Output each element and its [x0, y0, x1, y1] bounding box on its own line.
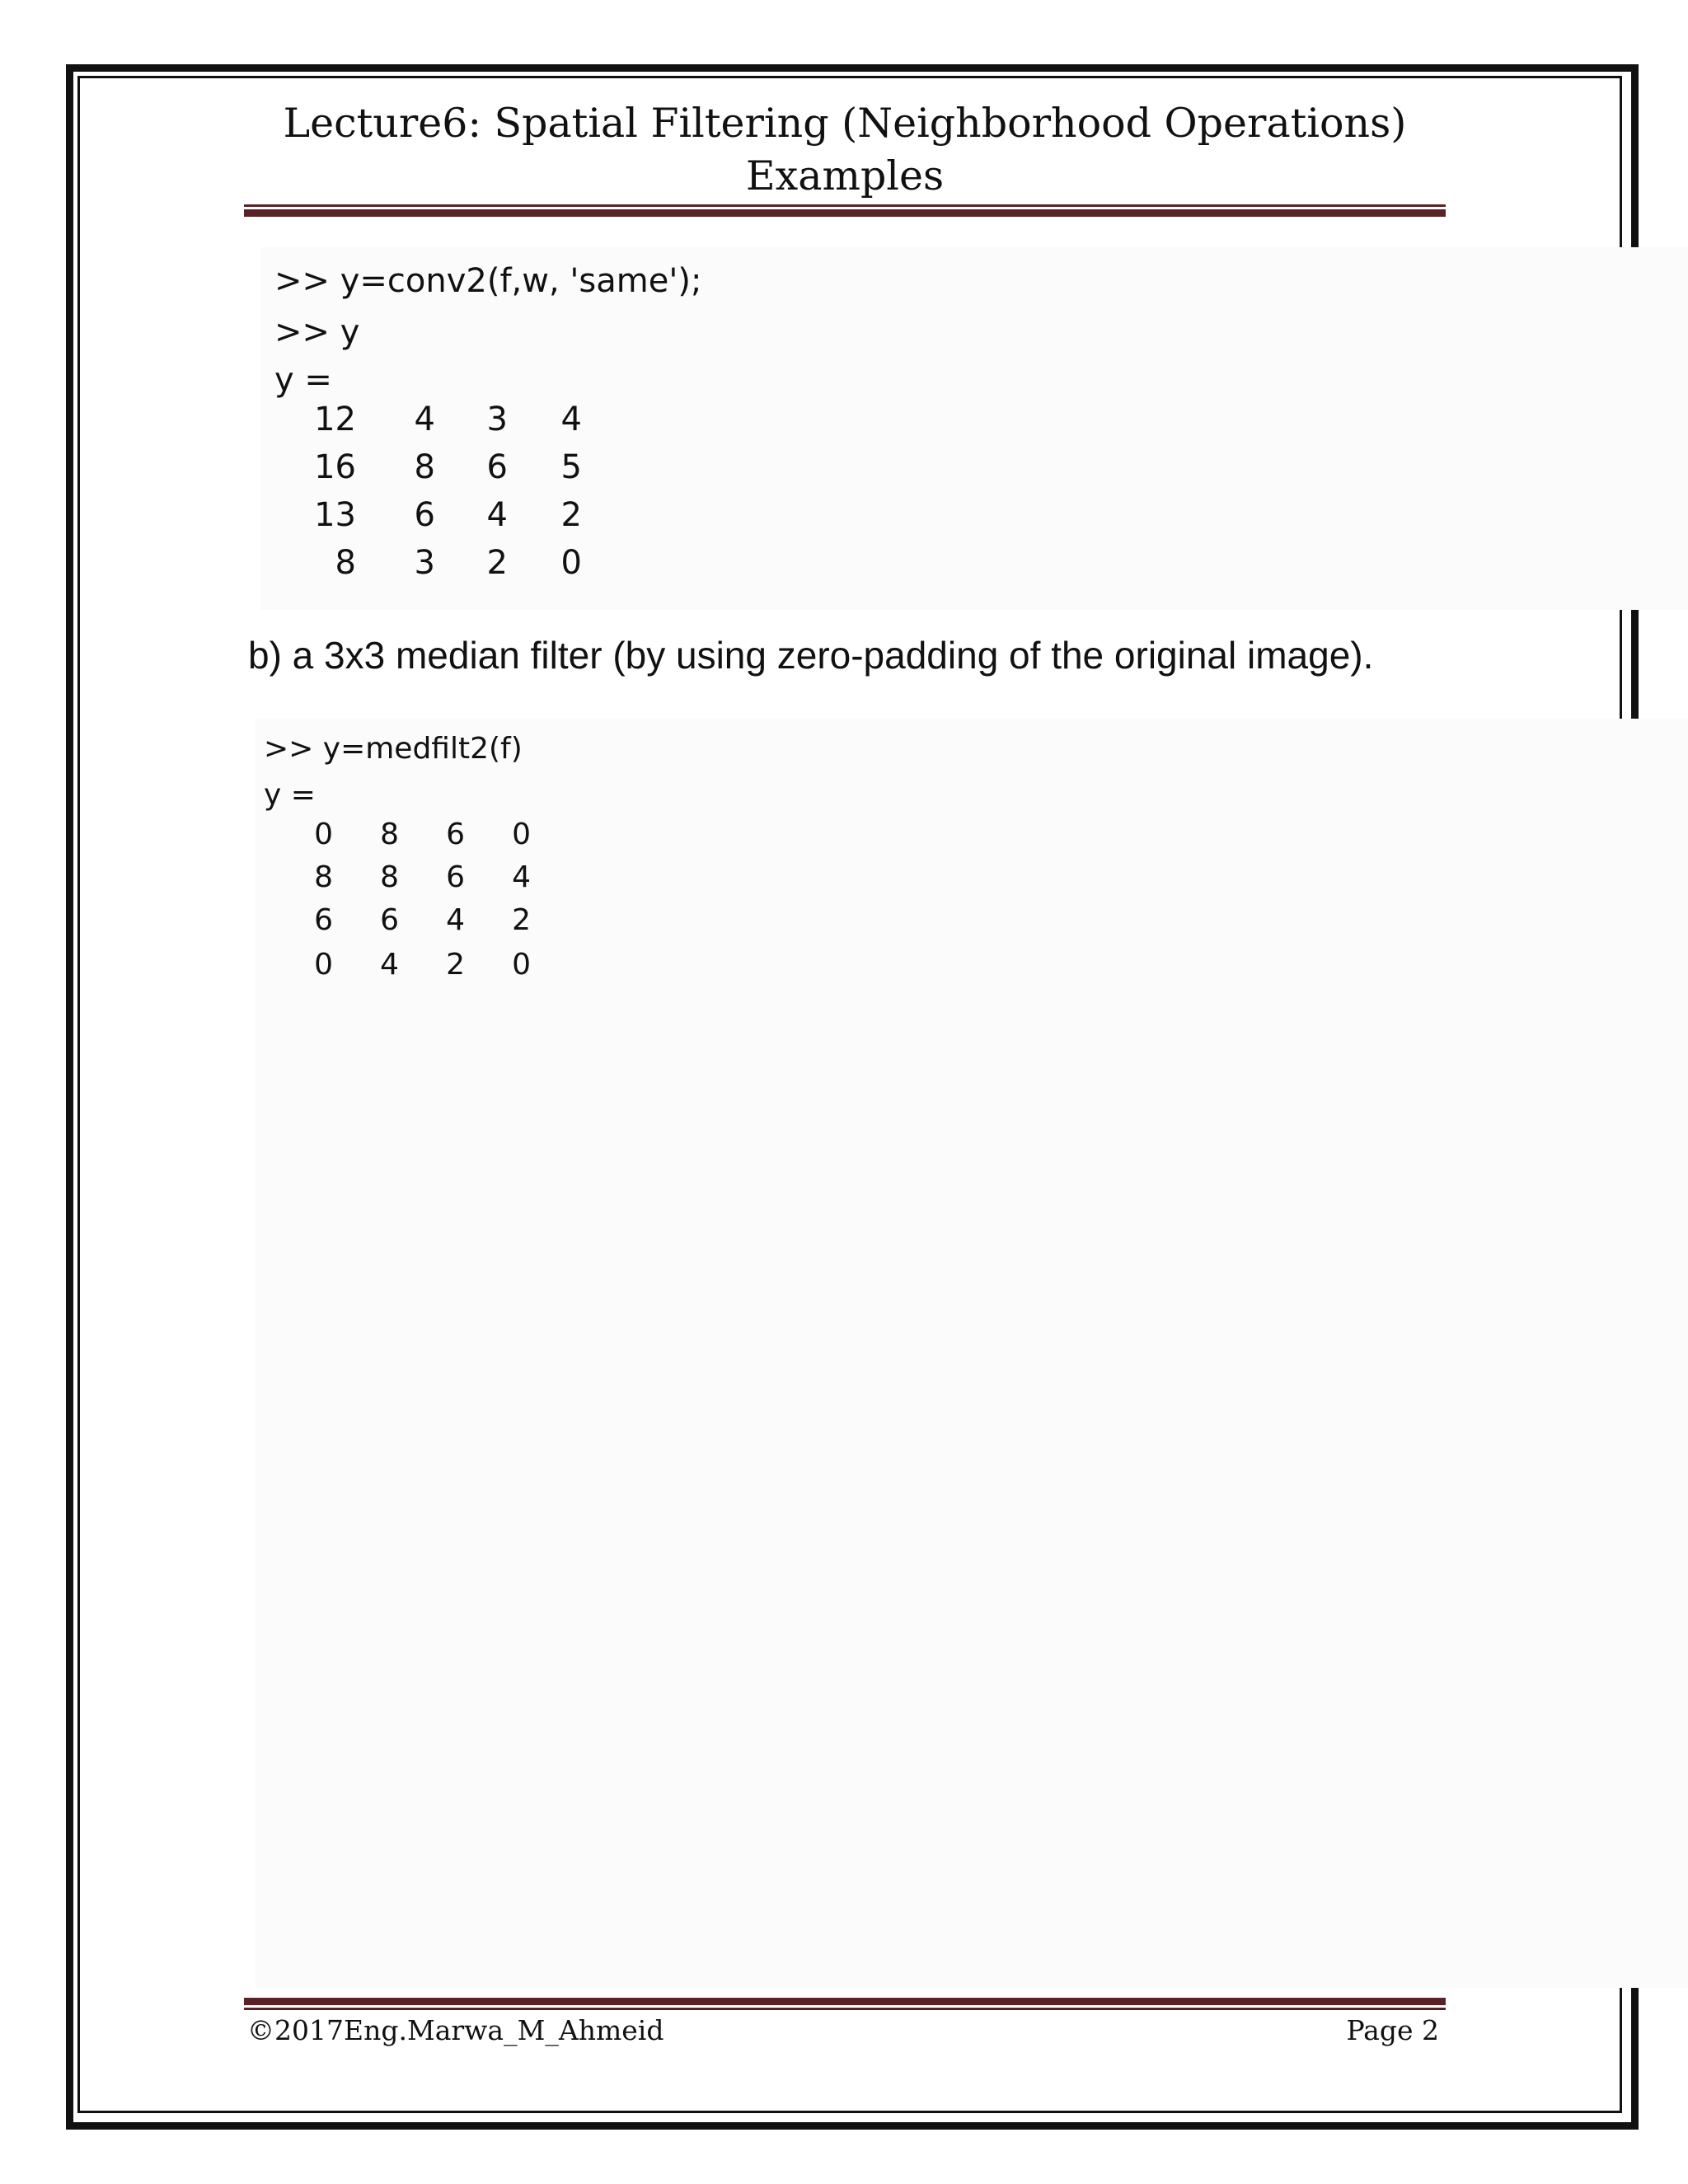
matrix-cell: 4: [512, 860, 531, 894]
matrix-cell: 3: [414, 544, 435, 582]
matrix-cell: 8: [314, 860, 333, 894]
matrix-cell: 0: [512, 818, 531, 851]
page-header: [244, 97, 1446, 203]
matrix-cell: 6: [314, 903, 333, 937]
matrix-cell: 12: [314, 401, 356, 438]
header-title: Lecture6: Spatial Filtering (Neighborhood Operations): [283, 100, 1407, 147]
matrix-cell: 2: [486, 544, 508, 582]
matrix-cell: 0: [560, 544, 582, 582]
matrix-cell: 8: [335, 544, 356, 582]
matrix-cell: 0: [314, 948, 333, 982]
matrix-cell: 8: [414, 448, 435, 486]
matrix-cell: 2: [512, 903, 531, 937]
matrix-cell: 0: [314, 818, 333, 851]
display-command: >> y: [274, 313, 360, 351]
matrix-cell: 6: [380, 903, 399, 937]
medfilt-command: >> y=medfilt2(f): [264, 732, 523, 766]
matrix-cell: 0: [512, 948, 531, 982]
matrix-cell: 4: [560, 401, 582, 438]
matrix-cell: 4: [446, 903, 465, 937]
matrix-cell: 13: [314, 496, 356, 534]
conv-output-label: y =: [274, 361, 332, 399]
conv-command: >> y=conv2(f,w, 'same');: [274, 262, 702, 300]
matrix-cell: 16: [314, 448, 356, 486]
matrix-cell: 8: [380, 860, 399, 894]
footer-page-number: Page 2: [1346, 2014, 1439, 2046]
footer-rule: [244, 1998, 1446, 2010]
medfilt-output-label: y =: [264, 778, 316, 812]
header-subtitle: Examples: [745, 152, 945, 199]
matrix-cell: 4: [486, 496, 508, 534]
median-result-matrix: [297, 818, 544, 999]
matrix-cell: 6: [414, 496, 435, 534]
matrix-cell: 4: [414, 401, 435, 438]
header-rule: [244, 204, 1446, 217]
matrix-cell: 6: [486, 448, 508, 486]
matrix-cell: 6: [446, 818, 465, 851]
matrix-cell: 4: [380, 948, 399, 982]
median-filter-description: b) a 3x3 median filter (by using zero-padding of the original image).: [248, 634, 1374, 677]
matrix-cell: 3: [486, 401, 508, 438]
footer-copyright: ©2017Eng.Marwa_M_Ahmeid: [247, 2014, 664, 2046]
matrix-cell: 6: [446, 860, 465, 894]
matrix-cell: 5: [560, 448, 582, 486]
matrix-cell: 2: [560, 496, 582, 534]
matrix-cell: 2: [446, 948, 465, 982]
matrix-cell: 8: [380, 818, 399, 851]
conv-result-matrix: [297, 401, 593, 598]
